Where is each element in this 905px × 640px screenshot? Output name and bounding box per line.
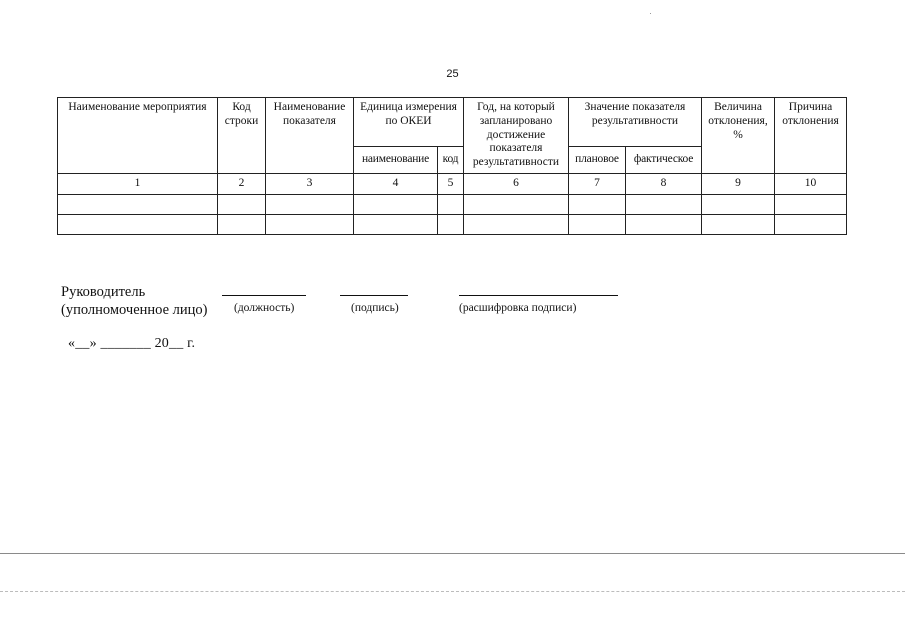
position-caption: (должность) <box>234 302 295 314</box>
column-number: 3 <box>266 173 354 194</box>
column-number: 6 <box>464 173 569 194</box>
header-deviation: Величина отклонения, % <box>702 98 775 174</box>
empty-cell <box>626 194 702 214</box>
decoding-caption: (расшифровка подписи) <box>459 302 577 314</box>
page-edge-line <box>0 553 905 554</box>
empty-cell <box>464 214 569 234</box>
signature-caption: (подпись) <box>351 302 399 314</box>
empty-cell <box>626 214 702 234</box>
header-row-code: Код строки <box>218 98 266 174</box>
signature-line <box>340 295 408 296</box>
empty-cell <box>464 194 569 214</box>
empty-cell <box>702 194 775 214</box>
empty-cell <box>438 214 464 234</box>
empty-cell <box>569 214 626 234</box>
scan-speck <box>650 13 651 14</box>
position-line <box>222 295 306 296</box>
header-value-plan: плановое <box>569 146 626 173</box>
empty-cell <box>266 194 354 214</box>
empty-cell <box>218 194 266 214</box>
header-indicator-value: Значение показателя результативности <box>569 98 702 147</box>
header-row <box>58 98 847 147</box>
empty-cell <box>354 194 438 214</box>
empty-cell <box>775 214 847 234</box>
empty-data-row <box>58 194 847 214</box>
empty-cell <box>569 194 626 214</box>
header-target-year: Год, на который запланировано достижение показателя результативности <box>464 98 569 174</box>
column-number: 7 <box>569 173 626 194</box>
empty-cell <box>775 194 847 214</box>
decoding-line <box>459 295 618 296</box>
empty-cell <box>354 214 438 234</box>
column-number: 2 <box>218 173 266 194</box>
column-number: 1 <box>58 173 218 194</box>
empty-cell <box>58 214 218 234</box>
column-number: 9 <box>702 173 775 194</box>
column-number: 10 <box>775 173 847 194</box>
date-line: «__» _______ 20__ г. <box>68 336 196 351</box>
signatory-subtitle: (уполномоченное лицо) <box>61 302 208 318</box>
header-unit-okei: Единица измерения по ОКЕИ <box>354 98 464 147</box>
column-number: 4 <box>354 173 438 194</box>
empty-cell <box>266 214 354 234</box>
header-indicator-name: Наименование показателя <box>266 98 354 174</box>
empty-cell <box>58 194 218 214</box>
empty-cell <box>702 214 775 234</box>
header-value-fact: фактическое <box>626 146 702 173</box>
signatory-block <box>61 283 208 319</box>
signatory-title: Руководитель <box>61 284 146 300</box>
page-number: 25 <box>446 68 459 80</box>
column-number: 5 <box>438 173 464 194</box>
header-unit-name: наименование <box>354 146 438 173</box>
header-reason: Причина отклонения <box>775 98 847 174</box>
column-number-row <box>58 173 847 194</box>
empty-cell <box>438 194 464 214</box>
empty-data-row <box>58 214 847 234</box>
header-activity-name: Наименование мероприятия <box>58 98 218 174</box>
column-number: 8 <box>626 173 702 194</box>
page-edge-dashed-line <box>0 591 905 592</box>
empty-cell <box>218 214 266 234</box>
report-table <box>57 97 847 235</box>
header-unit-code: код <box>438 146 464 173</box>
